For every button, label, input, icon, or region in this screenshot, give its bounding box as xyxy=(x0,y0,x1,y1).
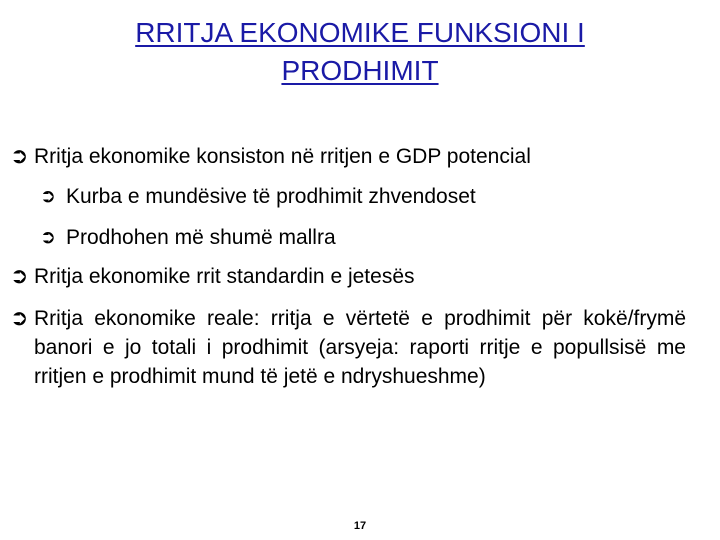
bullet-real-growth xyxy=(10,304,686,391)
arrow-right-icon: ➲ xyxy=(40,185,56,207)
arrow-right-icon: ➲ xyxy=(10,144,29,169)
sub-bullet-production-curve xyxy=(40,182,686,211)
bullet-text: Rritja ekonomike reale: rritja e vërtetë e prodhimit për kokë/frymë banori e jo totali i prodhimit (arsyeja: raporti rritje e popullsisë me rritjen e prodhimit mund të jetë e ndryshueshme) xyxy=(34,307,686,388)
bullet-text: Kurba e mundësive të prodhimit zhvendoset xyxy=(66,185,476,208)
page-number: 17 xyxy=(353,520,367,532)
arrow-right-icon: ➲ xyxy=(40,226,56,248)
sub-bullet-more-goods xyxy=(40,223,686,252)
bullet-text: Rritja ekonomike konsiston në rritjen e GDP potencial xyxy=(34,145,531,168)
bullet-gdp-potential xyxy=(10,142,686,171)
slide-title: RRITJA EKONOMIKE FUNKSIONI I PRODHIMIT xyxy=(135,17,585,86)
bullet-text: Prodhohen më shumë mallra xyxy=(66,226,336,249)
arrow-right-icon: ➲ xyxy=(10,306,29,331)
arrow-right-icon: ➲ xyxy=(10,264,29,289)
bullet-living-standard xyxy=(10,262,686,291)
bullet-text: Rritja ekonomike rrit standardin e jetesës xyxy=(34,265,415,288)
